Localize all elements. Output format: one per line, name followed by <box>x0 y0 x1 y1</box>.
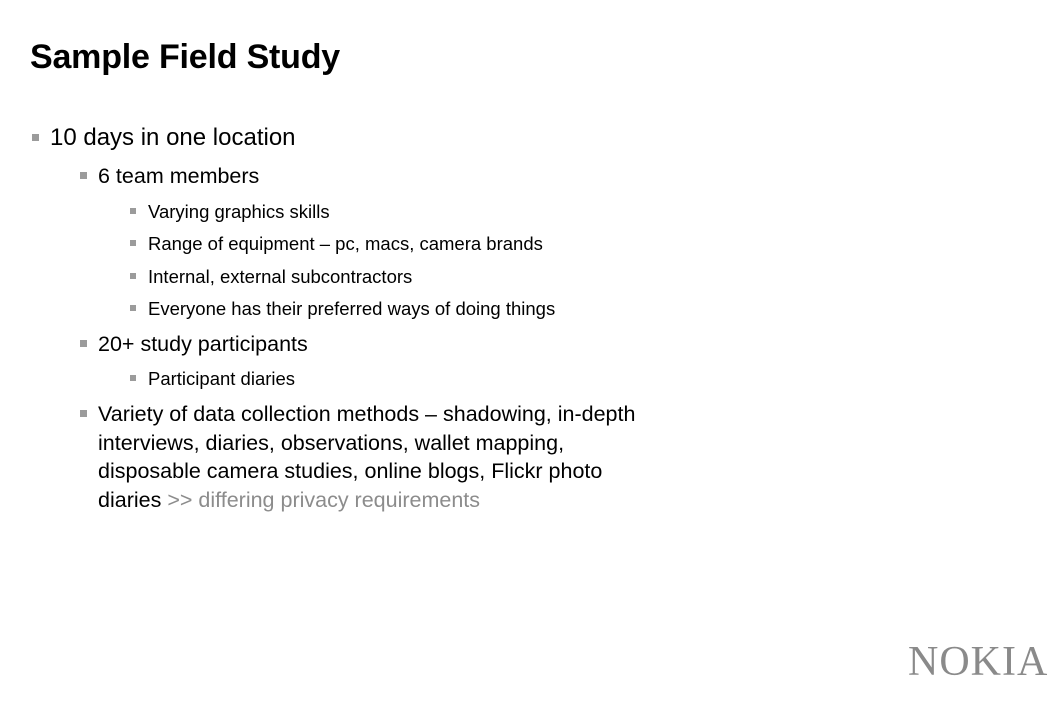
bullet-marker <box>32 134 39 141</box>
bullet-text: Varying graphics skills <box>148 201 330 222</box>
bullet-level-2 <box>80 332 640 360</box>
bullet-text: 10 days in one location <box>50 124 296 151</box>
bullet-text: 6 team members <box>98 164 260 188</box>
bullet-text: 20+ study participants <box>98 332 308 356</box>
bullet-marker <box>130 273 136 279</box>
bullet-level-3 <box>130 201 650 225</box>
bullet-level-3 <box>130 233 650 257</box>
bullet-marker <box>130 375 136 381</box>
bullet-marker <box>130 208 136 214</box>
bullet-text: Everyone has their preferred ways of doing things <box>148 298 556 319</box>
bullet-level-3 <box>130 298 650 322</box>
bullet-marker <box>130 240 136 246</box>
bullet-text: Participant diaries <box>148 368 296 389</box>
bullet-level-3 <box>130 266 650 290</box>
bullet-text: Internal, external subcontractors <box>148 266 413 287</box>
bullet-level-2 <box>80 164 640 192</box>
bullet-level-1 <box>30 124 630 154</box>
bullet-marker <box>80 410 87 417</box>
bullet-marker <box>80 172 87 179</box>
bullet-level-2-marker-row <box>80 402 96 430</box>
bullet-text-multiline <box>98 400 643 514</box>
bullet-text: Range of equipment – pc, macs, camera brands <box>148 233 543 254</box>
slide-title: Sample Field Study <box>30 38 341 76</box>
bullet-marker <box>80 340 87 347</box>
bullet-level-3 <box>130 368 650 392</box>
nokia-logo: NOKIA <box>908 639 1048 685</box>
bullet-note: >> differing privacy requirements <box>167 487 481 512</box>
bullet-text: Variety of data collection methods – shadowing, in-depth interviews, diaries, observations, wallet mapping, disposable camera studies, online blogs, Flickr photo diaries <box>98 402 636 512</box>
bullet-marker <box>130 305 136 311</box>
